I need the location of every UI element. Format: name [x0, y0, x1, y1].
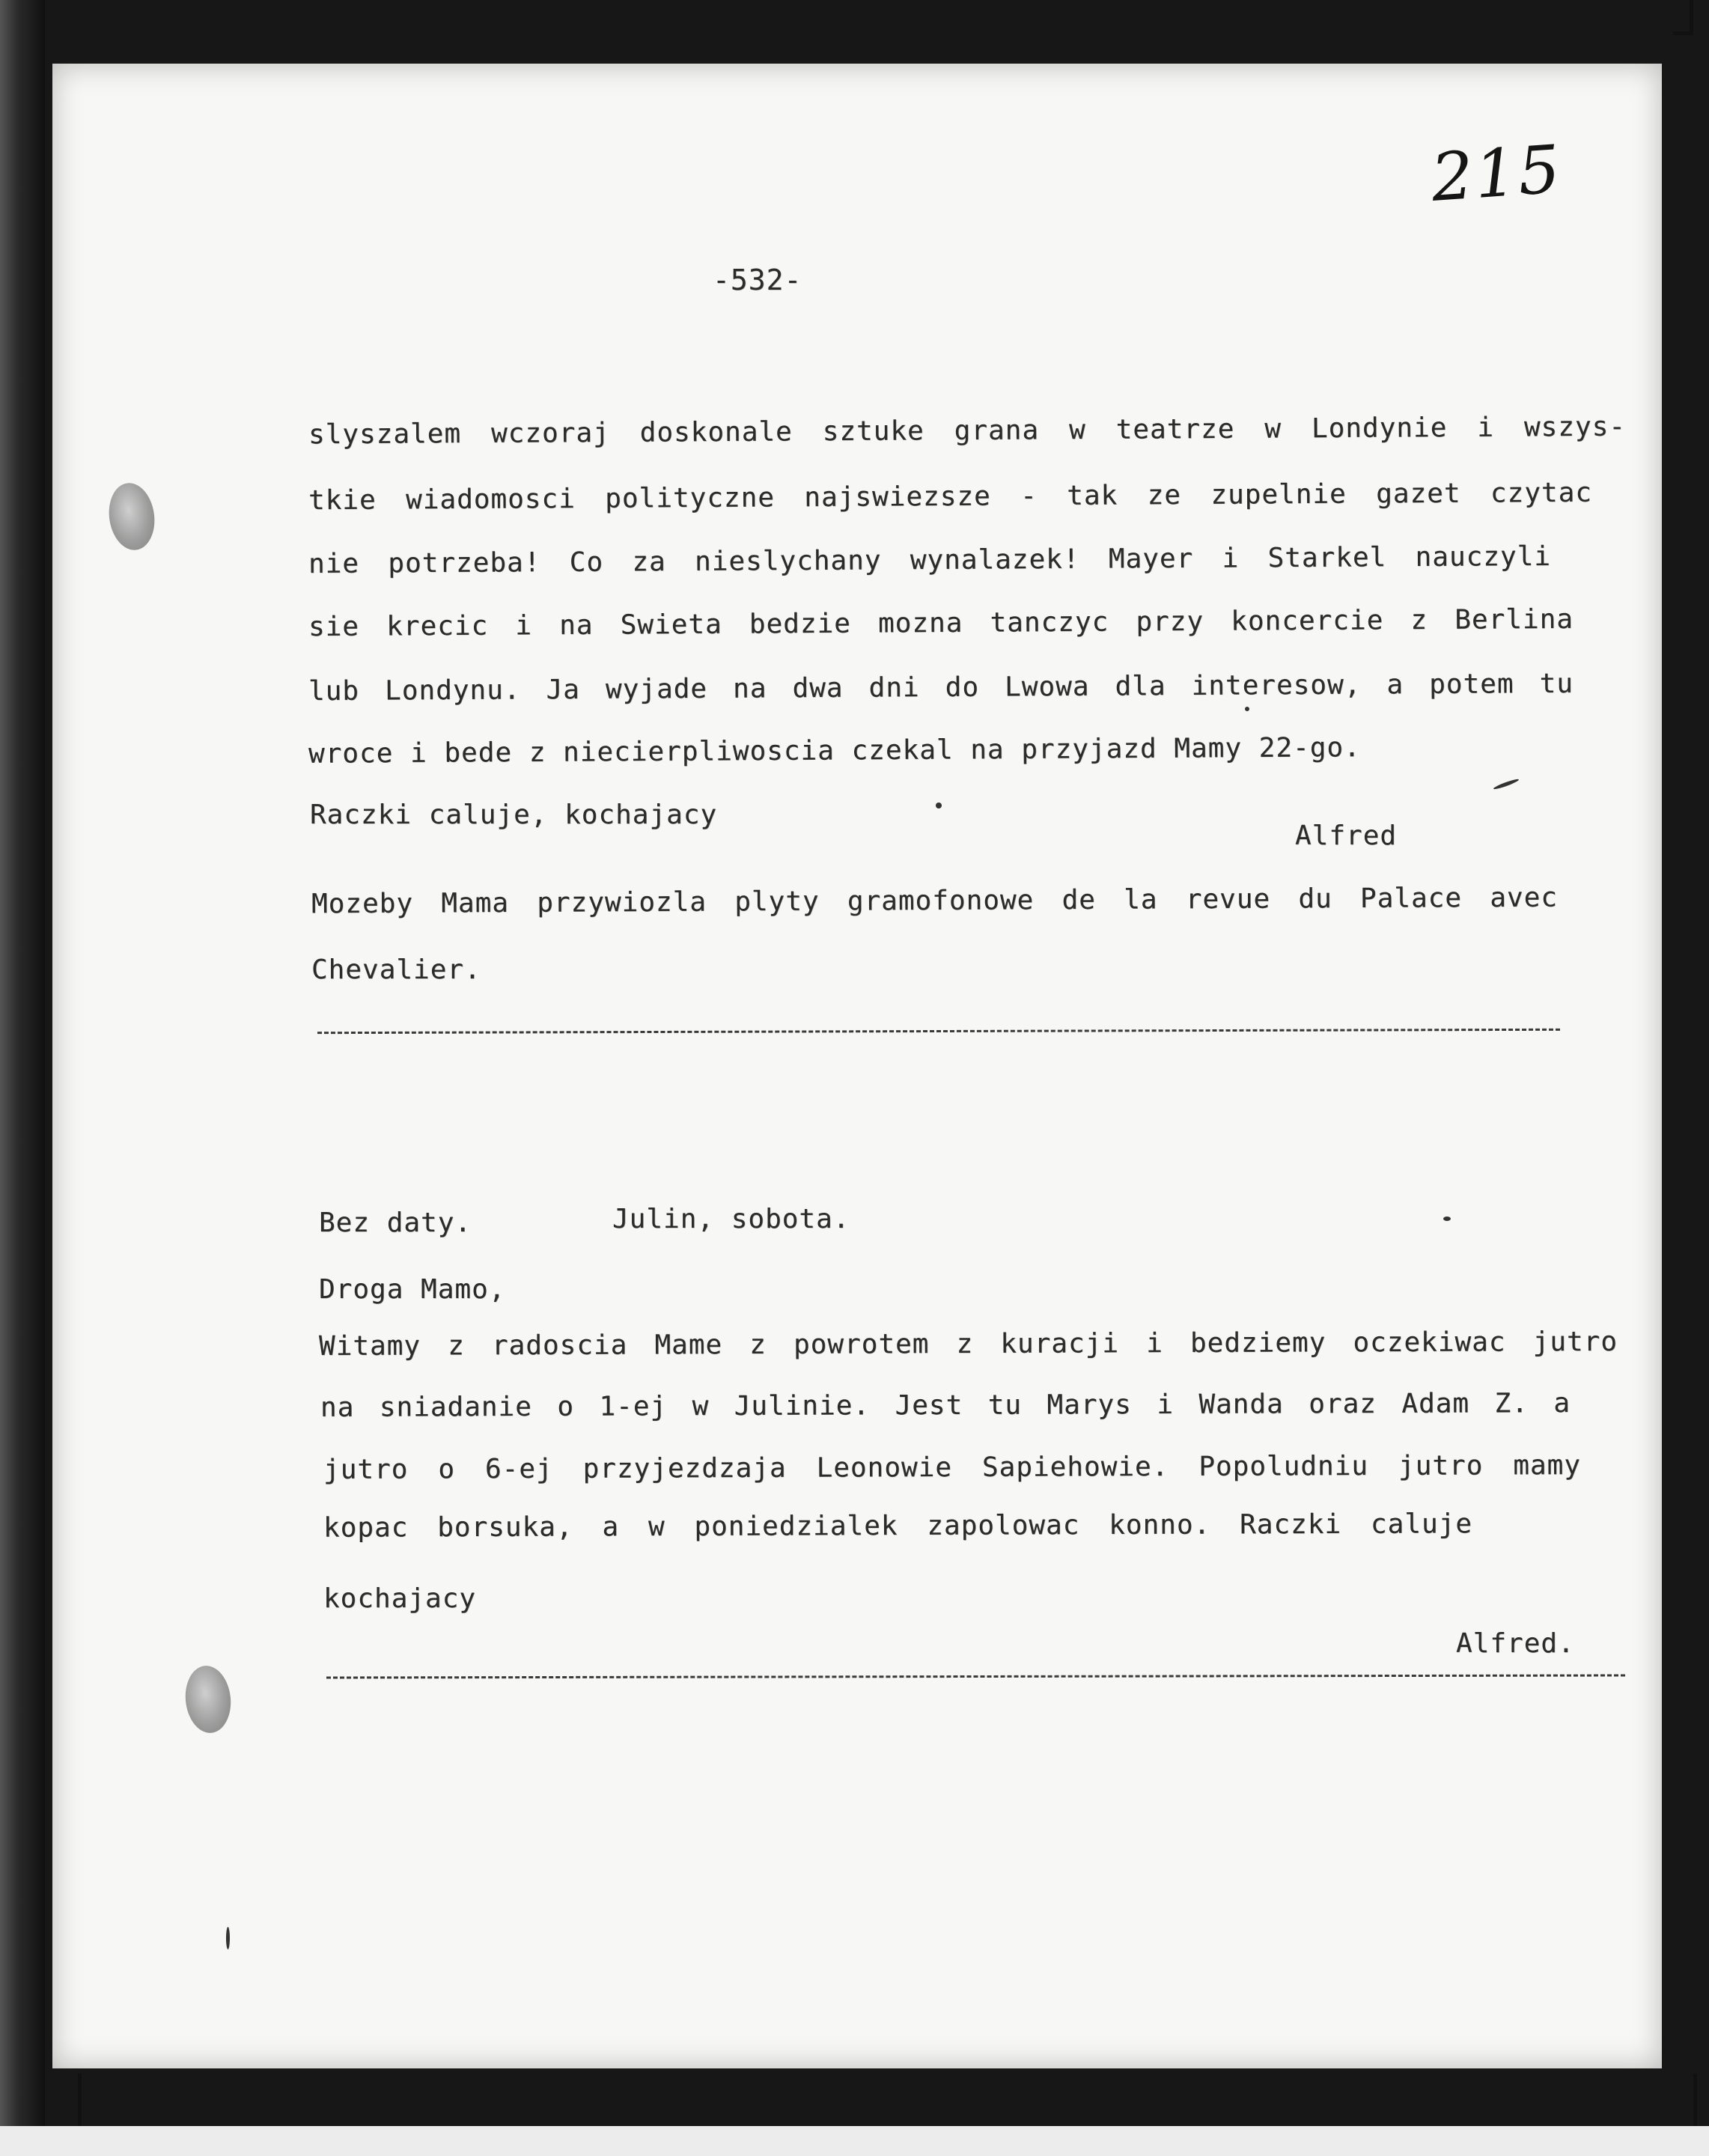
page-number: -532-: [713, 264, 802, 296]
letter2-line-1: Witamy z radoscia Mame z powrotem z kuracji i bedziemy oczekiwac jutro: [318, 1326, 1618, 1362]
letter1-line-5: lub Londynu. Ja wyjade na dwa dni do Lwowa dla interesow, a potem tu: [308, 668, 1574, 707]
film-speck: [1245, 707, 1249, 711]
letter2-line-4: kopac borsuka, a w poniedzialek zapolowac konno. Raczki caluje: [323, 1508, 1473, 1544]
letter1-signature: Alfred: [1295, 820, 1398, 851]
letter1-closing: Raczki caluje, kochajacy: [310, 800, 718, 830]
letter1-postscript-line-1: Mozeby Mama przywiozla plyty gramofonowe de la revue du Palace avec: [311, 882, 1559, 920]
film-speck: [936, 803, 942, 808]
letter2-line-3: jutro o 6-ej przyjezdzaja Leonowie Sapiehowie. Popoludniu jutro mamy: [323, 1450, 1582, 1485]
letter1-line-6: wroce i bede z niecierpliwoscia czekal na przyjazd Mamy 22-go.: [308, 732, 1361, 770]
letter2-date-note: Bez daty.: [319, 1208, 472, 1238]
punch-hole-bottom: [182, 1663, 234, 1735]
frame-corner-top-right: [1673, 0, 1693, 35]
letter1-line-4: sie krecic i na Swieta bedzie mozna tanczyc przy koncercie z Berlina: [308, 603, 1574, 643]
typed-page: [52, 64, 1662, 2068]
punch-hole-top: [105, 480, 159, 552]
letter2-line-2: na sniadanie o 1-ej w Julinie. Jest tu Marys i Wanda oraz Adam Z. a: [320, 1388, 1571, 1423]
letter1-line-3: nie potrzeba! Co za nieslychany wynalazek! Mayer i Starkel nauczyli: [308, 540, 1552, 580]
letter1-postscript-line-2: Chevalier.: [311, 954, 481, 985]
letter2-closing: kochajacy: [323, 1583, 477, 1614]
letter1-line-1: slyszalem wczoraj doskonale sztuke grana w teatrze w Londynie i wszys-: [308, 411, 1627, 451]
archive-folio-number: 215: [1428, 130, 1565, 216]
film-margin-bottom: [0, 2126, 1709, 2156]
film-speck: [226, 1927, 230, 1949]
letter2-place-date: Julin, sobota.: [612, 1204, 850, 1234]
film-speck: [1443, 1216, 1451, 1221]
letter2-signature: Alfred.: [1456, 1628, 1575, 1659]
film-edge: [0, 0, 45, 2156]
letter2-salutation: Droga Mamo,: [319, 1274, 506, 1305]
letter1-line-2: tkie wiadomosci polityczne najswiezsze - tak ze zupelnie gazet czytac: [308, 477, 1593, 517]
